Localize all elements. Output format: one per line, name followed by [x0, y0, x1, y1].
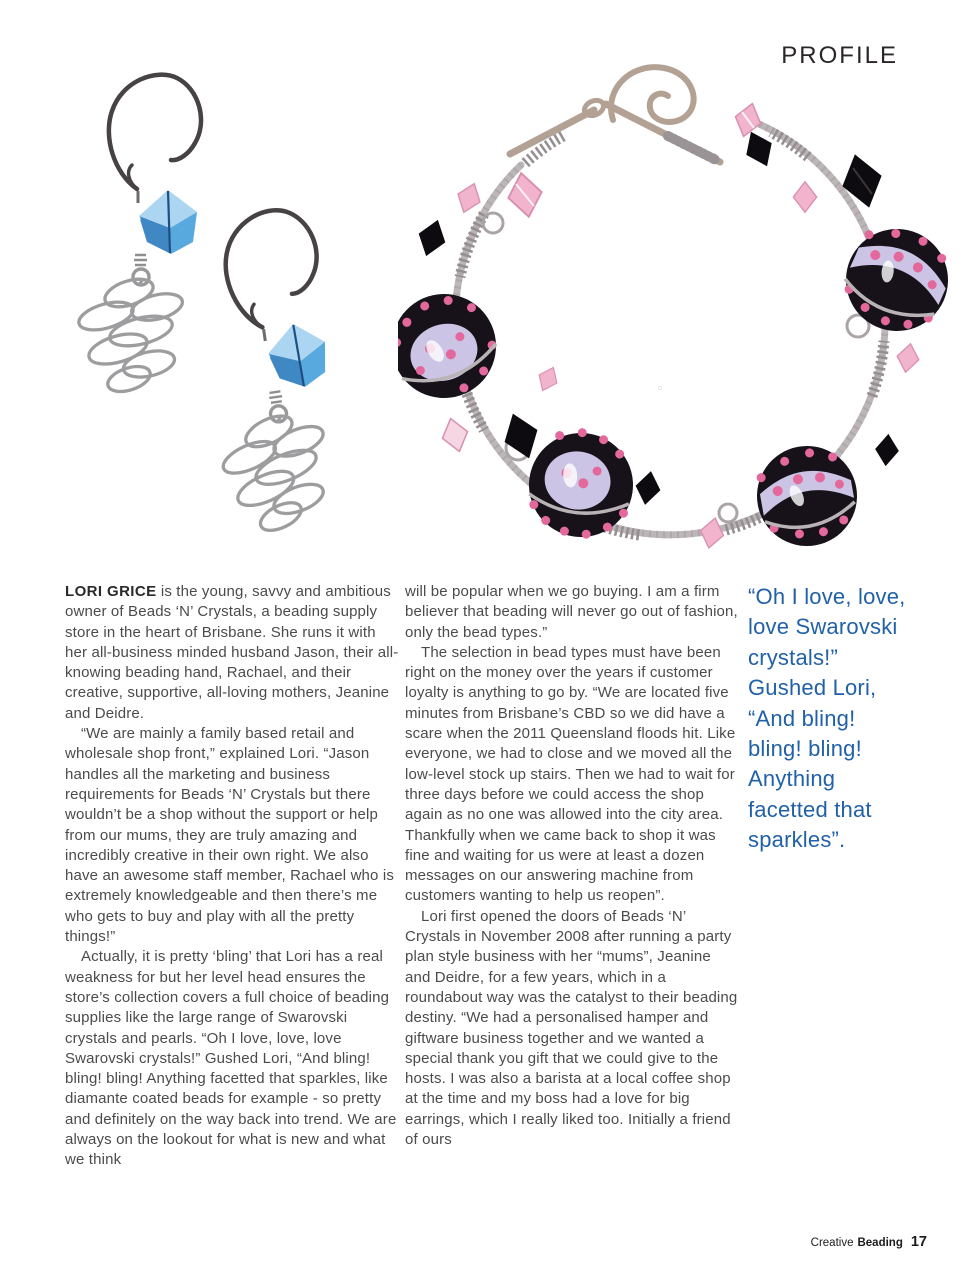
page-footer	[811, 1234, 927, 1250]
earrings-photo	[46, 66, 396, 541]
article-paragraph: “We are mainly a family based retail and wholesale shop front,” explained Lori. “Jason handles all the marketing and business requirements for Beads ‘N’ Crystals but there wouldn’t be a shop without the support or help from our mums, they are truly amazing and incredibly creative in their own right. We also have an awesome staff member, Rachael who is extremely knowledgeable and then there’s me who gets to buy and play with all the pretty things!”	[65, 725, 394, 946]
article-paragraph: Lori first opened the doors of Beads ‘N’ Crystals in November 2008 after running a party plan style business with her “mums”, Jeanine and Deidre, for a few years, which in a roundabout way was the catalyst to their beading destiny. “We had a personalised hamper and giftware business together and we wanted a special thank you gift that we could give to the hosts. I was also a barista at a local coffee shop at the time and my boss had a love for big earrings, which I really liked too. Initially a friend of ours	[405, 907, 738, 1149]
article-column-2	[405, 582, 739, 1150]
paragraph-text: is the young, savvy and ambitious owner of Beads ‘N’ Crystals, a beading supply store in the heart of Brisbane. She runs it with her all-business minded husband Jason, their all-knowing beading hand, Rachael, and their creative, supportive, all-loving mothers, Jeanine and Deidre.	[65, 583, 399, 722]
page-title: PROFILE	[781, 42, 898, 69]
article-paragraph: Actually, it is pretty ‘bling’ that Lori has a real weakness for but her level head ensures the store’s collection covers a full choice of beading supplies like the large range of Swarovski crystals and pearls. “Oh I love, love, love Swarovski crystals!” Gushed Lori, “And bling! bling! bling! Anything facetted that sparkles, like diamante coated beads for example - so pretty and definitely on the way back into trend. We are always on the lookout for what is new and what we think	[65, 948, 397, 1169]
bracelet-photo	[398, 58, 964, 564]
article-column-1	[65, 582, 399, 1171]
earring-right	[186, 205, 355, 541]
article-paragraph: will be popular when we go buying. I am a firm believer that beading will never go out of fashion, only the bead types.”	[405, 583, 738, 641]
earring-left	[76, 75, 201, 397]
page-number: 17	[910, 1234, 927, 1250]
magazine-name-light: Creative	[810, 1237, 854, 1249]
pull-quote: “Oh I love, love, love Swarovski crystals!” Gushed Lori, “And bling! bling! bling! Anything facetted that sparkles”.	[748, 584, 906, 853]
lead-in-name: LORI GRICE	[65, 583, 157, 600]
article-paragraph: The selection in bead types must have been right on the money over the years if customer loyalty is anything to go by. “We are located five minutes from Brisbane’s CBD so we did have a scare when the 2011 Queensland floods hit. Like everyone, we had to close and we moved all the low-level stock up stairs. Then we had to wait for three days before we could access the shop again as no one was allowed into the city area. Thankfully when we came back to shop it was fine and waiting for us were at least a dozen messages on our answering machine from customers wanting to help us reopen”.	[405, 643, 736, 905]
article-paragraph	[65, 582, 399, 724]
magazine-name-bold: Beading	[857, 1237, 903, 1249]
